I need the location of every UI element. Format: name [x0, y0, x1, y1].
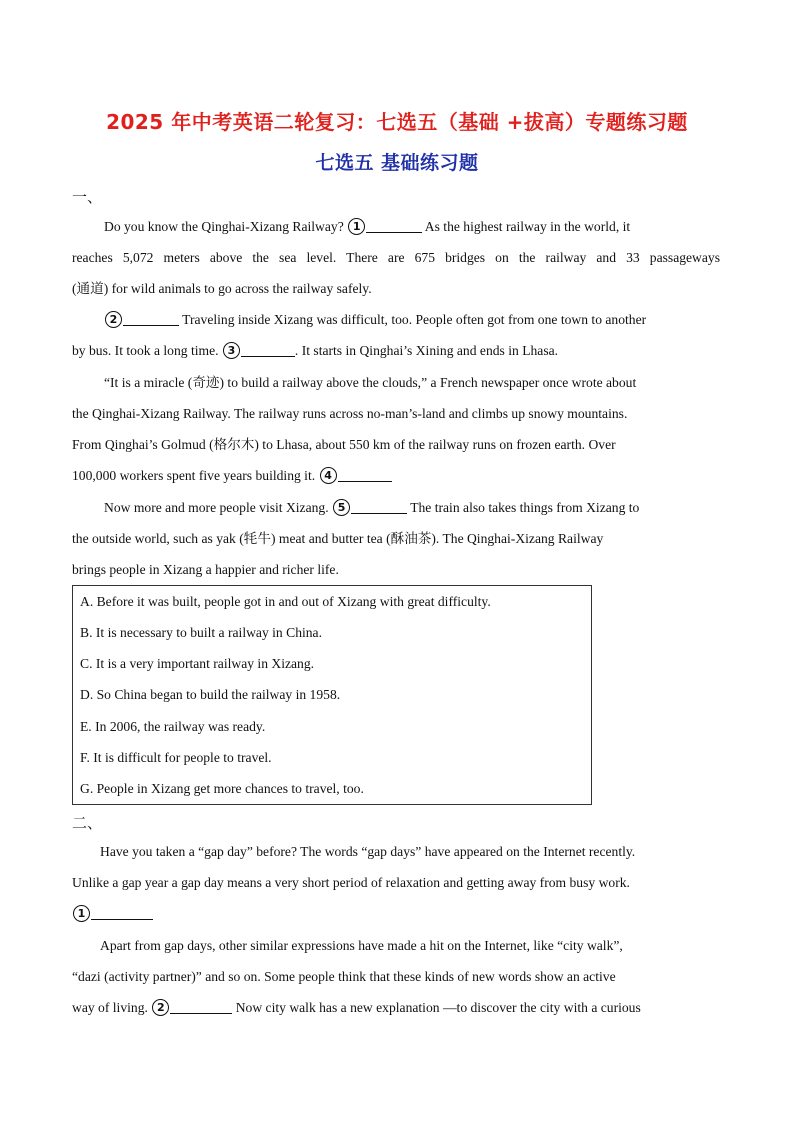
text-line: reaches 5,072 meters above the sea level. There are 675 bridges on the railway and 33 passageways [72, 250, 720, 265]
text-line: Apart from gap days, other similar expressions have made a hit on the Internet, like “city walk”, [100, 938, 623, 953]
text-line: by bus. It took a long time. 3 . It starts in Qinghai’s Xining and ends in Lhasa. [72, 343, 559, 358]
blank-number: 1 [73, 905, 90, 922]
text-line: way of living. 2 Now city walk has a new explanation —to discover the city with a curious [72, 1000, 641, 1015]
text-line: From Qinghai’s Golmud (格尔木) to Lhasa, about 550 km of the railway runs on frozen earth. Over [72, 437, 616, 452]
blank-number: 3 [223, 342, 240, 359]
answer-blank[interactable] [91, 905, 153, 920]
answer-blank[interactable] [170, 999, 232, 1014]
text-line: “dazi (activity partner)” and so on. Some people think that these kinds of new words show an active [72, 969, 616, 984]
answer-blank[interactable] [366, 218, 422, 233]
option-f: F. It is difficult for people to travel. [80, 750, 272, 765]
text-line: brings people in Xizang a happier and richer life. [72, 562, 339, 577]
blank-number: 5 [333, 499, 350, 516]
text-line [72, 904, 720, 924]
answer-blank[interactable] [241, 342, 295, 357]
text-line: the Qinghai-Xizang Railway. The railway runs across no-man’s-land and climbs up snowy mountains. [72, 406, 628, 421]
blank-number: 2 [152, 999, 169, 1016]
option-d: D. So China began to build the railway in 1958. [80, 687, 341, 702]
answer-blank[interactable] [351, 499, 407, 514]
text-line: Have you taken a “gap day” before? The words “gap days” have appeared on the Internet recently. [100, 844, 636, 859]
blank-number: 2 [105, 311, 122, 328]
option-g: G. People in Xizang get more chances to travel, too. [80, 781, 364, 796]
page-subtitle: 七选五 基础练习题 [315, 152, 479, 174]
text-line: the outside world, such as yak (牦牛) meat and butter tea (酥油茶). The Qinghai-Xizang Railway [72, 531, 604, 546]
answer-blank[interactable] [338, 467, 392, 482]
text-line: (通道) for wild animals to go across the railway safely. [72, 281, 372, 296]
option-a: A. Before it was built, people got in and out of Xizang with great difficulty. [80, 594, 491, 609]
option-b: B. It is necessary to built a railway in China. [80, 625, 322, 640]
option-c: C. It is a very important railway in Xizang. [80, 656, 315, 671]
blank-number: 1 [348, 218, 365, 235]
text-line: Do you know the Qinghai-Xizang Railway? 1 As the highest railway in the world, it [104, 219, 631, 234]
text-line: 100,000 workers spent five years building it. 4 [72, 466, 720, 486]
answer-blank[interactable] [123, 311, 179, 326]
section-label-1: 一、 [72, 188, 103, 206]
text-line: 2 Traveling inside Xizang was difficult, too. People often got from one town to another [104, 310, 720, 330]
option-e: E. In 2006, the railway was ready. [80, 719, 266, 734]
text-line: Unlike a gap year a gap day means a very short period of relaxation and getting away from busy work. [72, 875, 630, 890]
page-title: 2025 年中考英语二轮复习：七选五（基础 +拔高）专题练习题 [106, 110, 688, 134]
text-line: Now more and more people visit Xizang. 5 The train also takes things from Xizang to [104, 500, 640, 515]
text-line: “It is a miracle (奇迹) to build a railway above the clouds,” a French newspaper once wrote about [104, 375, 637, 390]
section-label-2: 二、 [72, 814, 103, 832]
blank-number: 4 [320, 467, 337, 484]
